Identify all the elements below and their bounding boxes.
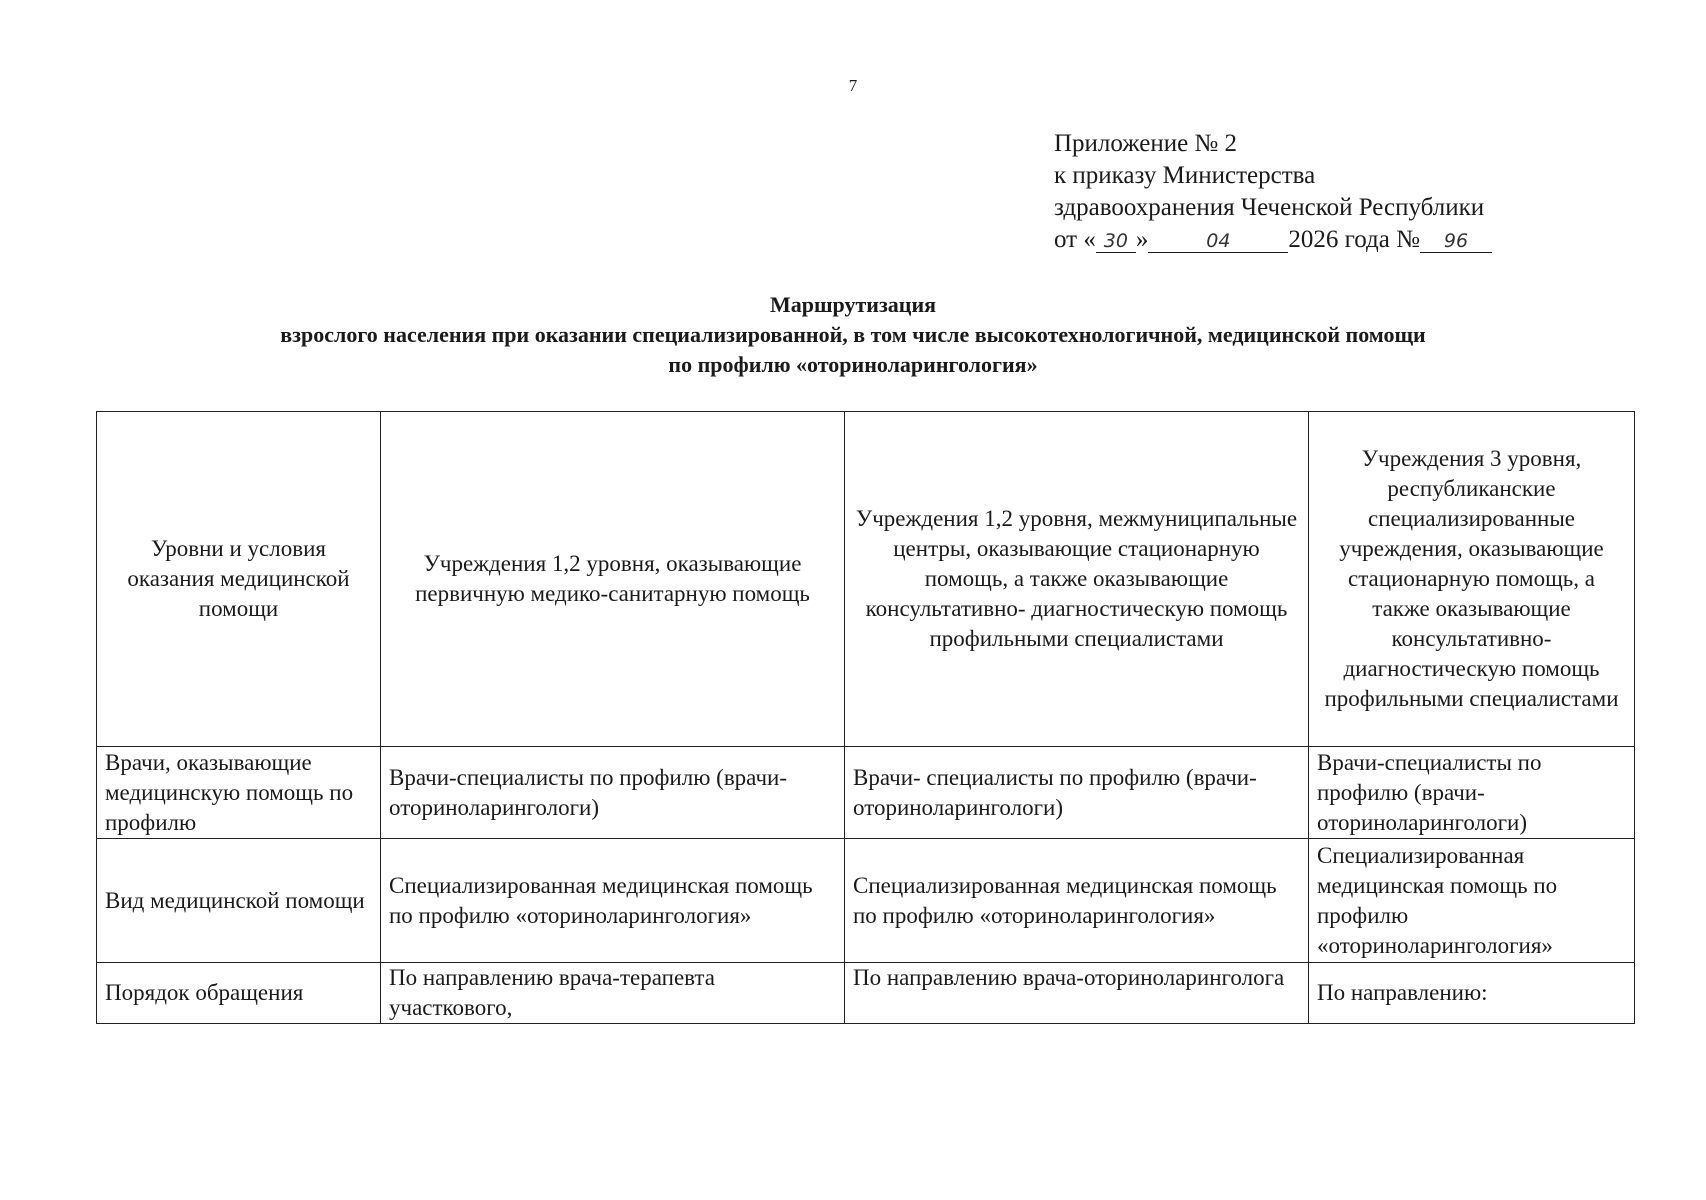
header-cell-republican: Учреждения 3 уровня, республиканские специализированные учреждения, оказывающие стационарную помощь, а также оказывающие консультативно-диагностическую помощь профильными специалистами [1309,412,1635,747]
doc-number-handwritten: 96 [1420,230,1492,253]
table-cell: Специализированная медицинская помощь по профилю «оториноларингология» [1309,839,1635,963]
table-row [97,963,1635,1024]
date-mid: » [1135,226,1149,253]
title-line-1: Маршрутизация [769,292,937,317]
table-cell: Врачи-специалисты по профилю (врачи-оториноларингологи) [1309,747,1635,839]
table-row [97,839,1635,963]
header-cell-intermunicipal: Учреждения 1,2 уровня, межмуниципальные центры, оказывающие стационарную помощь, а также оказывающие консультативно- диагностическую помощь профильными специалистами [845,412,1309,747]
table-row [97,747,1635,839]
date-year: 2026 года № [1288,226,1420,253]
row-label-doctors: Врачи, оказывающие медицинскую помощь по профилю [97,747,381,839]
appendix-date-line [1054,224,1492,256]
appendix-line-3: здравоохранения Чеченской Республики [1054,194,1485,221]
page-number: 7 [848,76,858,95]
table-cell: Специализированная медицинская помощь по профилю «оториноларингология» [381,839,845,963]
row-label-procedure: Порядок обращения [97,963,381,1024]
routing-table [96,411,1635,1024]
table-cell: По направлению врача-оториноларинголога [845,963,1309,1024]
appendix-block [1054,128,1492,256]
date-prefix: от « [1054,226,1096,253]
title-line-2: взрослого населения при оказании специализированной, в том числе высокотехнологичной, медицинской помощи [280,322,1426,347]
date-month-handwritten: 04 [1148,230,1288,253]
header-cell-levels: Уровни и условия оказания медицинской помощи [97,412,381,747]
table-header-row [97,412,1635,747]
table-cell: Врачи-специалисты по профилю (врачи-оториноларингологи) [381,747,845,839]
table-cell: По направлению: [1309,963,1635,1024]
appendix-line-2: к приказу Министерства [1054,162,1316,189]
row-label-care-type: Вид медицинской помощи [97,839,381,963]
date-day-handwritten: 30 [1096,230,1136,253]
table-cell: По направлению врача-терапевта участкового, [381,963,845,1024]
header-cell-primary: Учреждения 1,2 уровня, оказывающие первичную медико-санитарную помощь [381,412,845,747]
appendix-line-1: Приложение № 2 [1054,130,1238,157]
document-title [0,290,1706,380]
title-line-3: по профилю «оториноларингология» [668,352,1038,377]
table-cell: Специализированная медицинская помощь по профилю «оториноларингология» [845,839,1309,963]
table-cell: Врачи- специалисты по профилю (врачи-оториноларингологи) [845,747,1309,839]
